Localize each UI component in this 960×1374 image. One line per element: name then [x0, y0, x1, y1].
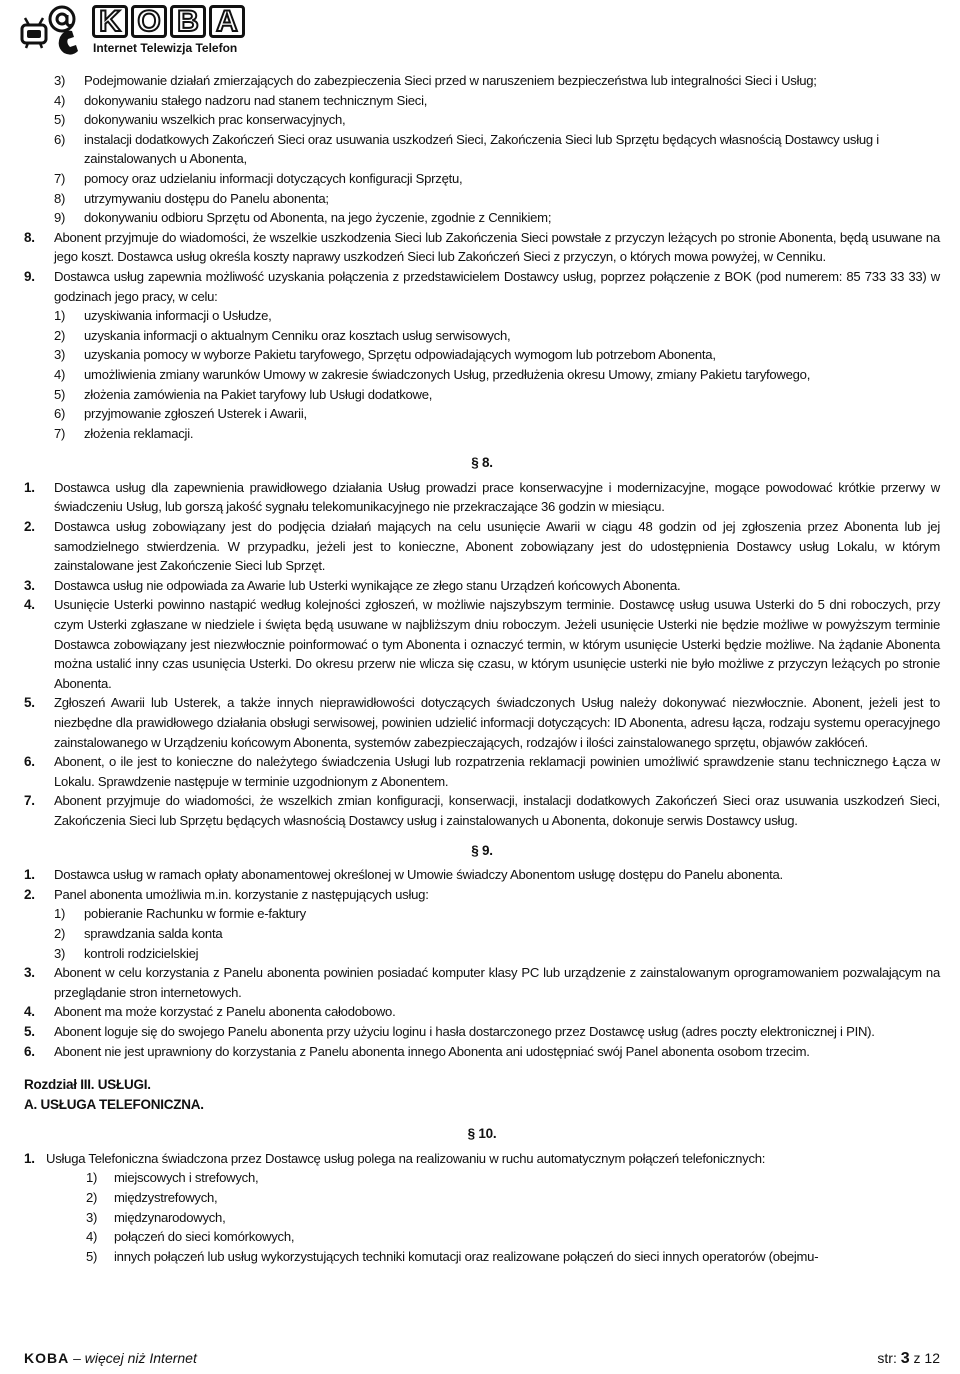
paragraph: 2. Dostawca usług zobowiązany jest do podjęcia działań mających na celu usunięcie Awarii w ciągu 48 godzin od jej zgłoszenia przez Abonenta lub jej samodzielnego stwierdzenia. W przypadku, jeżeli jest to konieczne, Abonent zobowiązany jest do udostępnienia Dostawcy usług Lokalu, w którym zainstalowane jest Zakończenie Sieci lub Sprzęt.	[24, 519, 940, 574]
list-item: 6) instalacji dodatkowych Zakończeń Sieci oraz usuwania uszkodzeń Sieci, Zakończenia Sieci lub Sprzętu będących własnością Dostawcy usług i zainstalowanych u Abonenta,	[54, 131, 879, 167]
section-title-10: § 10.	[467, 1126, 497, 1142]
paragraph	[24, 267, 940, 306]
paragraph: 1. Dostawca usług dla zapewnienia prawidłowego działania Usług prowadzi prace konserwacyjne i modernizacyjne, mogące powodować krótkie przerwy w świadczeniu Usług, lub gorszą jakość sygnału telekomunikacyjnego nie przekraczające 36 godzin w miesiącu.	[24, 479, 940, 515]
list-item: 2) uzyskania informacji o aktualnym Cenniku oraz kosztach usług serwisowych,	[54, 327, 511, 343]
list-item: 2) sprawdzania salda konta	[54, 925, 223, 941]
list-item: 7) złożenia reklamacji.	[54, 425, 194, 441]
paragraph: 5. Abonent loguje się do swojego Panelu abonenta przy użyciu loginu i hasła dostarczonego przez Dostawcę usług (adres poczty elektronicznej i PIN).	[24, 1023, 875, 1039]
list-item: 2) międzystrefowych,	[86, 1190, 218, 1206]
list-item: 6) przyjmowanie zgłoszeń Usterek i Awarii,	[54, 406, 307, 422]
page-footer	[24, 1350, 940, 1370]
paragraph	[24, 228, 940, 267]
page-number	[877, 1350, 940, 1368]
chapter-subtitle: A. USŁUGA TELEFONICZNA.	[24, 1096, 204, 1112]
paragraph-text: Dostawca usług zapewnia możliwość uzyskania połączenia z przedstawicielem Dostawcy usług, poprzez połączenie z BOK (pod numerem: 85 733 33 33) w godzinach jego pracy, w celu:	[54, 268, 940, 304]
paragraph: 4. Usunięcie Usterki powinno nastąpić według kolejności zgłoszeń, w możliwie najszybszym terminie. Dostawcę usług usuwa Usterki do 5 dni roboczych, przy czym Usterki zgłaszane w niedziele i święta będą usuwane w najbliższym dniu roboczym. Jeżeli usunięcie Usterki nie będzie możliwe w powyższym terminie Dostawca zobowiązany jest niezwłocznie poinformować o tym Abonenta i oznaczyć termin, w którym usunięcie Usterki będzie możliwe. Na żądanie Abonenta można ustalić inny czas usunięcia Usterki. Do okresu przerw nie wlicza się czasu, w którym usunięcie usterki nie było możliwe z przyczyn leżących po stronie Abonenta.	[24, 597, 940, 691]
tv-at-phone-icon	[20, 3, 90, 55]
phone-handset-icon	[59, 31, 78, 55]
paragraph: 5. Zgłoszeń Awarii lub Usterek, a także innych nieprawidłowości dotyczących świadczonych Usług należy dokonywać niezwłocznie. Abonent, jeżeli jest to niezbędne dla prawidłowego działania obsługi serwisowej, powinien udzielić informacji dotyczących: ID Abonenta, adresu łącza, rodzaju systemu operacyjnego zainstalowanego w Urządzeniu końcowym Abonenta, systemów zabezpieczających, rodzajów i ilości zainstalowanego sprzętu, objawów zakłóceń.	[24, 695, 940, 750]
paragraph: 1. Usługa Telefoniczna świadczona przez Dostawcę usług polega na realizowaniu w ruchu automatycznym połączeń telefonicznych:	[24, 1150, 766, 1166]
list-item: 3) uzyskania pomocy w wyborze Pakietu taryfowego, Sprzętu odpowiadających wymogom lub potrzebom Abonenta,	[54, 347, 716, 363]
document-body	[24, 71, 940, 1266]
section-title-9: § 9.	[471, 842, 493, 858]
paragraph-number: 8.	[24, 229, 35, 245]
footer-brand: KOBA	[24, 1350, 70, 1366]
list-item: 9) dokonywaniu odbioru Sprzętu od Abonenta, na jego życzenie, zgodnie z Cennikiem;	[54, 210, 552, 226]
page-label: str:	[877, 1350, 897, 1366]
list-item: 5) złożenia zamówienia na Pakiet taryfowy lub Usługi dodatkowe,	[54, 386, 433, 402]
logo-letter: K	[92, 5, 128, 38]
paragraph-number: 9.	[24, 268, 35, 284]
list-item: 7) pomocy oraz udzielaniu informacji dotyczących konfiguracji Sprzętu,	[54, 170, 463, 186]
logo-letter: O	[131, 5, 167, 38]
footer-brand-line	[24, 1350, 197, 1366]
list-item: 5) innych połączeń lub usług wykorzystujących techniki komutacji oraz realizowane połączeń do sieci innych operatorów (obejmu-	[86, 1248, 819, 1264]
list-item: 3) kontroli rodzicielskiej	[54, 945, 199, 961]
paragraph: 6. Abonent, o ile jest to konieczne do należytego świadczenia Usługi lub rozpatrzenia reklamacji powinien umożliwić sprawdzenie stanu technicznego Łącza w Lokalu. Sprawdzenie następuje w terminie uzgodnionym z Abonentem.	[24, 754, 940, 789]
paragraph: 7. Abonent przyjmuje do wiadomości, że wszelkich zmian konfiguracji, konserwacji, instalacji dodatkowych Zakończeń Sieci oraz usuwania uszkodzeń Sieci, Zakończenia Sieci lub Sprzętu będących własnością Dostawcy usług i zainstalowanych u Abonenta, dokonuje serwis Dostawcy usług.	[24, 793, 940, 828]
list-item: 1) miejscowych i strefowych,	[86, 1170, 259, 1186]
list-item: 3) Podejmowanie działań zmierzających do zabezpieczenia Sieci przed w naruszeniem bezpieczeństwa lub integralności Sieci i Usług;	[54, 73, 817, 88]
at-sign-icon	[50, 7, 74, 31]
footer-slogan: – więcej niż Internet	[73, 1350, 197, 1366]
section-title-8: § 8.	[471, 455, 493, 471]
list-item: 8) utrzymywaniu dostępu do Panelu abonenta;	[54, 190, 329, 206]
page-current: 3	[900, 1350, 910, 1367]
paragraph: 3. Abonent w celu korzystania z Panelu abonenta powinien posiadać komputer klasy PC lub urządzenie z zainstalowanym oprogramowaniem pozwalającym na przeglądanie stron internetowych.	[24, 965, 940, 1000]
koba-logo	[20, 3, 260, 55]
paragraph: 1. Dostawca usług w ramach opłaty abonamentowej określonej w Umowie świadczy Abonentom usługę dostępu do Panelu abonenta.	[24, 867, 783, 883]
paragraph: 6. Abonent nie jest uprawniony do korzystania z Panelu abonenta innego Abonenta ani udostępniać swój Panel abonenta osobom trzecim.	[24, 1043, 810, 1059]
logo-tagline: Internet Telewizja Telefon	[93, 41, 238, 55]
list-item: 4) umożliwienia zmiany warunków Umowy w zakresie świadczonych Usług, przedłużenia okresu Umowy, zmiany Pakietu taryfowego,	[54, 366, 811, 382]
paragraph: 3. Dostawca usług nie odpowiada za Awarie lub Usterki wynikające ze złego stanu Urządzeń końcowych Abonenta.	[24, 577, 681, 593]
logo-letter: A	[209, 5, 245, 38]
list-item: 1) pobieranie Rachunku w formie e-faktury	[54, 906, 306, 922]
page-total: z 12	[913, 1350, 940, 1366]
paragraph-text: Abonent przyjmuje do wiadomości, że wszelkie uszkodzenia Sieci lub Zakończenia Sieci powstałe z przyczyn leżących po stronie Abonenta, będą usuwane na jego koszt. Dostawca usług określa koszty naprawy uszkodzeń Sieci lub Zakończeń Sieci z przyczyn, o których mowa powyżej, w Cenniku.	[54, 229, 940, 265]
paragraph: 2. Panel abonenta umożliwia m.in. korzystanie z następujących usług:	[24, 886, 429, 902]
paragraph: 4. Abonent ma może korzystać z Panelu abonenta całodobowo.	[24, 1004, 396, 1020]
logo-letter: B	[170, 5, 206, 38]
list-item: 1) uzyskiwania informacji o Usłudze,	[54, 308, 272, 324]
list-item: 3) międzynarodowych,	[86, 1209, 226, 1225]
list-item: 5) dokonywaniu wszelkich prac konserwacyjnych,	[54, 112, 346, 128]
list-item: 4) dokonywaniu stałego nadzoru nad stanem technicznym Sieci,	[54, 92, 428, 108]
list-block-1	[24, 71, 940, 228]
list-item: 4) połączeń do sieci komórkowych,	[86, 1229, 295, 1245]
chapter-title: Rozdział III. USŁUGI.	[24, 1077, 151, 1093]
tv-icon	[22, 18, 46, 48]
koba-wordmark	[92, 5, 245, 38]
